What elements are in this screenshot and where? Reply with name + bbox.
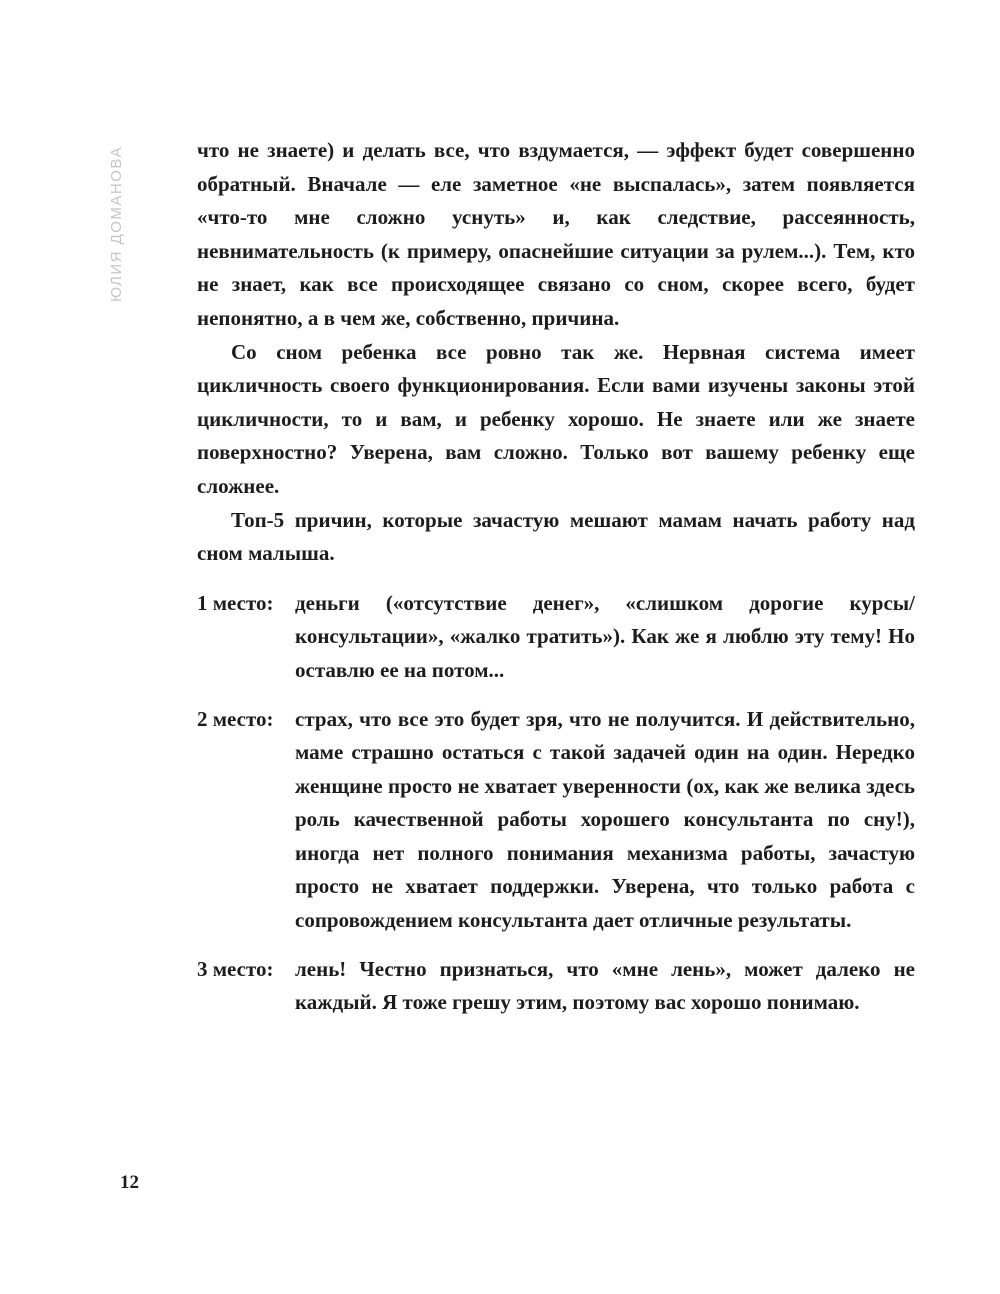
list-item-3-text: Честно признаться, что «мне лень», может далеко не каждый. Я тоже грешу этим, поэтому вас хорошо понимаю. — [295, 956, 915, 1015]
list-item-1-text: («отсутствие денег», «слишком дорогие курсы/консультации», «жалко тратить»). Как же я люблю эту тему! Но оставлю ее на потом... — [295, 590, 915, 682]
page-body-text — [197, 134, 915, 1020]
list-item-1-lead: деньги — [295, 590, 360, 615]
top5-list — [197, 587, 915, 1020]
list-item-3-lead: лень! — [295, 956, 347, 981]
list-item-2-text: , что все это будет зря, что не получится. И действительно, маме страшно остаться с такой задачей один на один. Нередко женщине просто не хватает уверенности (ох, как же велика здесь роль качественной работы хорошего консультанта по сну!), иногда нет полного понимания механизма работы, зачастую просто не хватает поддержки. Уверена, что только работа с сопровождением консультанта дает отличные результаты. — [295, 706, 915, 933]
paragraph-sleep-cycle: Со сном ребенка все ровно так же. Нервная система имеет цикличность своего функционирования. Если вами изучены законы этой цикличности, то и вам, и ребенку хорошо. Не знаете или же знаете поверхностно? Уверена, вам сложно. Только вот вашему ребенку еще сложнее. — [197, 339, 915, 498]
list-item-2 — [197, 703, 915, 938]
paragraph-continuation: что не знаете) и делать все, что вздумается, — эффект будет совершенно обратный. Вначале — еле заметное «не выспалась», затем появляется «что-то мне сложно уснуть» и, как следствие, рассеянность, невнимательность (к примеру, опаснейшие ситуации за рулем...). Тем, кто не знает, как все происходящее связано со сном, скорее всего, будет непонятно, а в чем же, собственно, причина. — [197, 138, 915, 330]
list-item-2-label: 2 место: — [197, 706, 274, 731]
author-margin-text: ЮЛИЯ ДОМАНОВА — [108, 146, 125, 302]
page-number: 12 — [120, 1172, 139, 1193]
list-item-3 — [197, 953, 915, 1020]
list-item-3-label: 3 место: — [197, 956, 274, 981]
list-item-2-lead: страх — [295, 706, 348, 731]
list-item-1-label: 1 место: — [197, 590, 274, 615]
list-item-1 — [197, 587, 915, 688]
paragraph-top5-intro: Топ-5 причин, которые зачастую мешают мамам начать работу над сном малыша. — [197, 507, 915, 566]
